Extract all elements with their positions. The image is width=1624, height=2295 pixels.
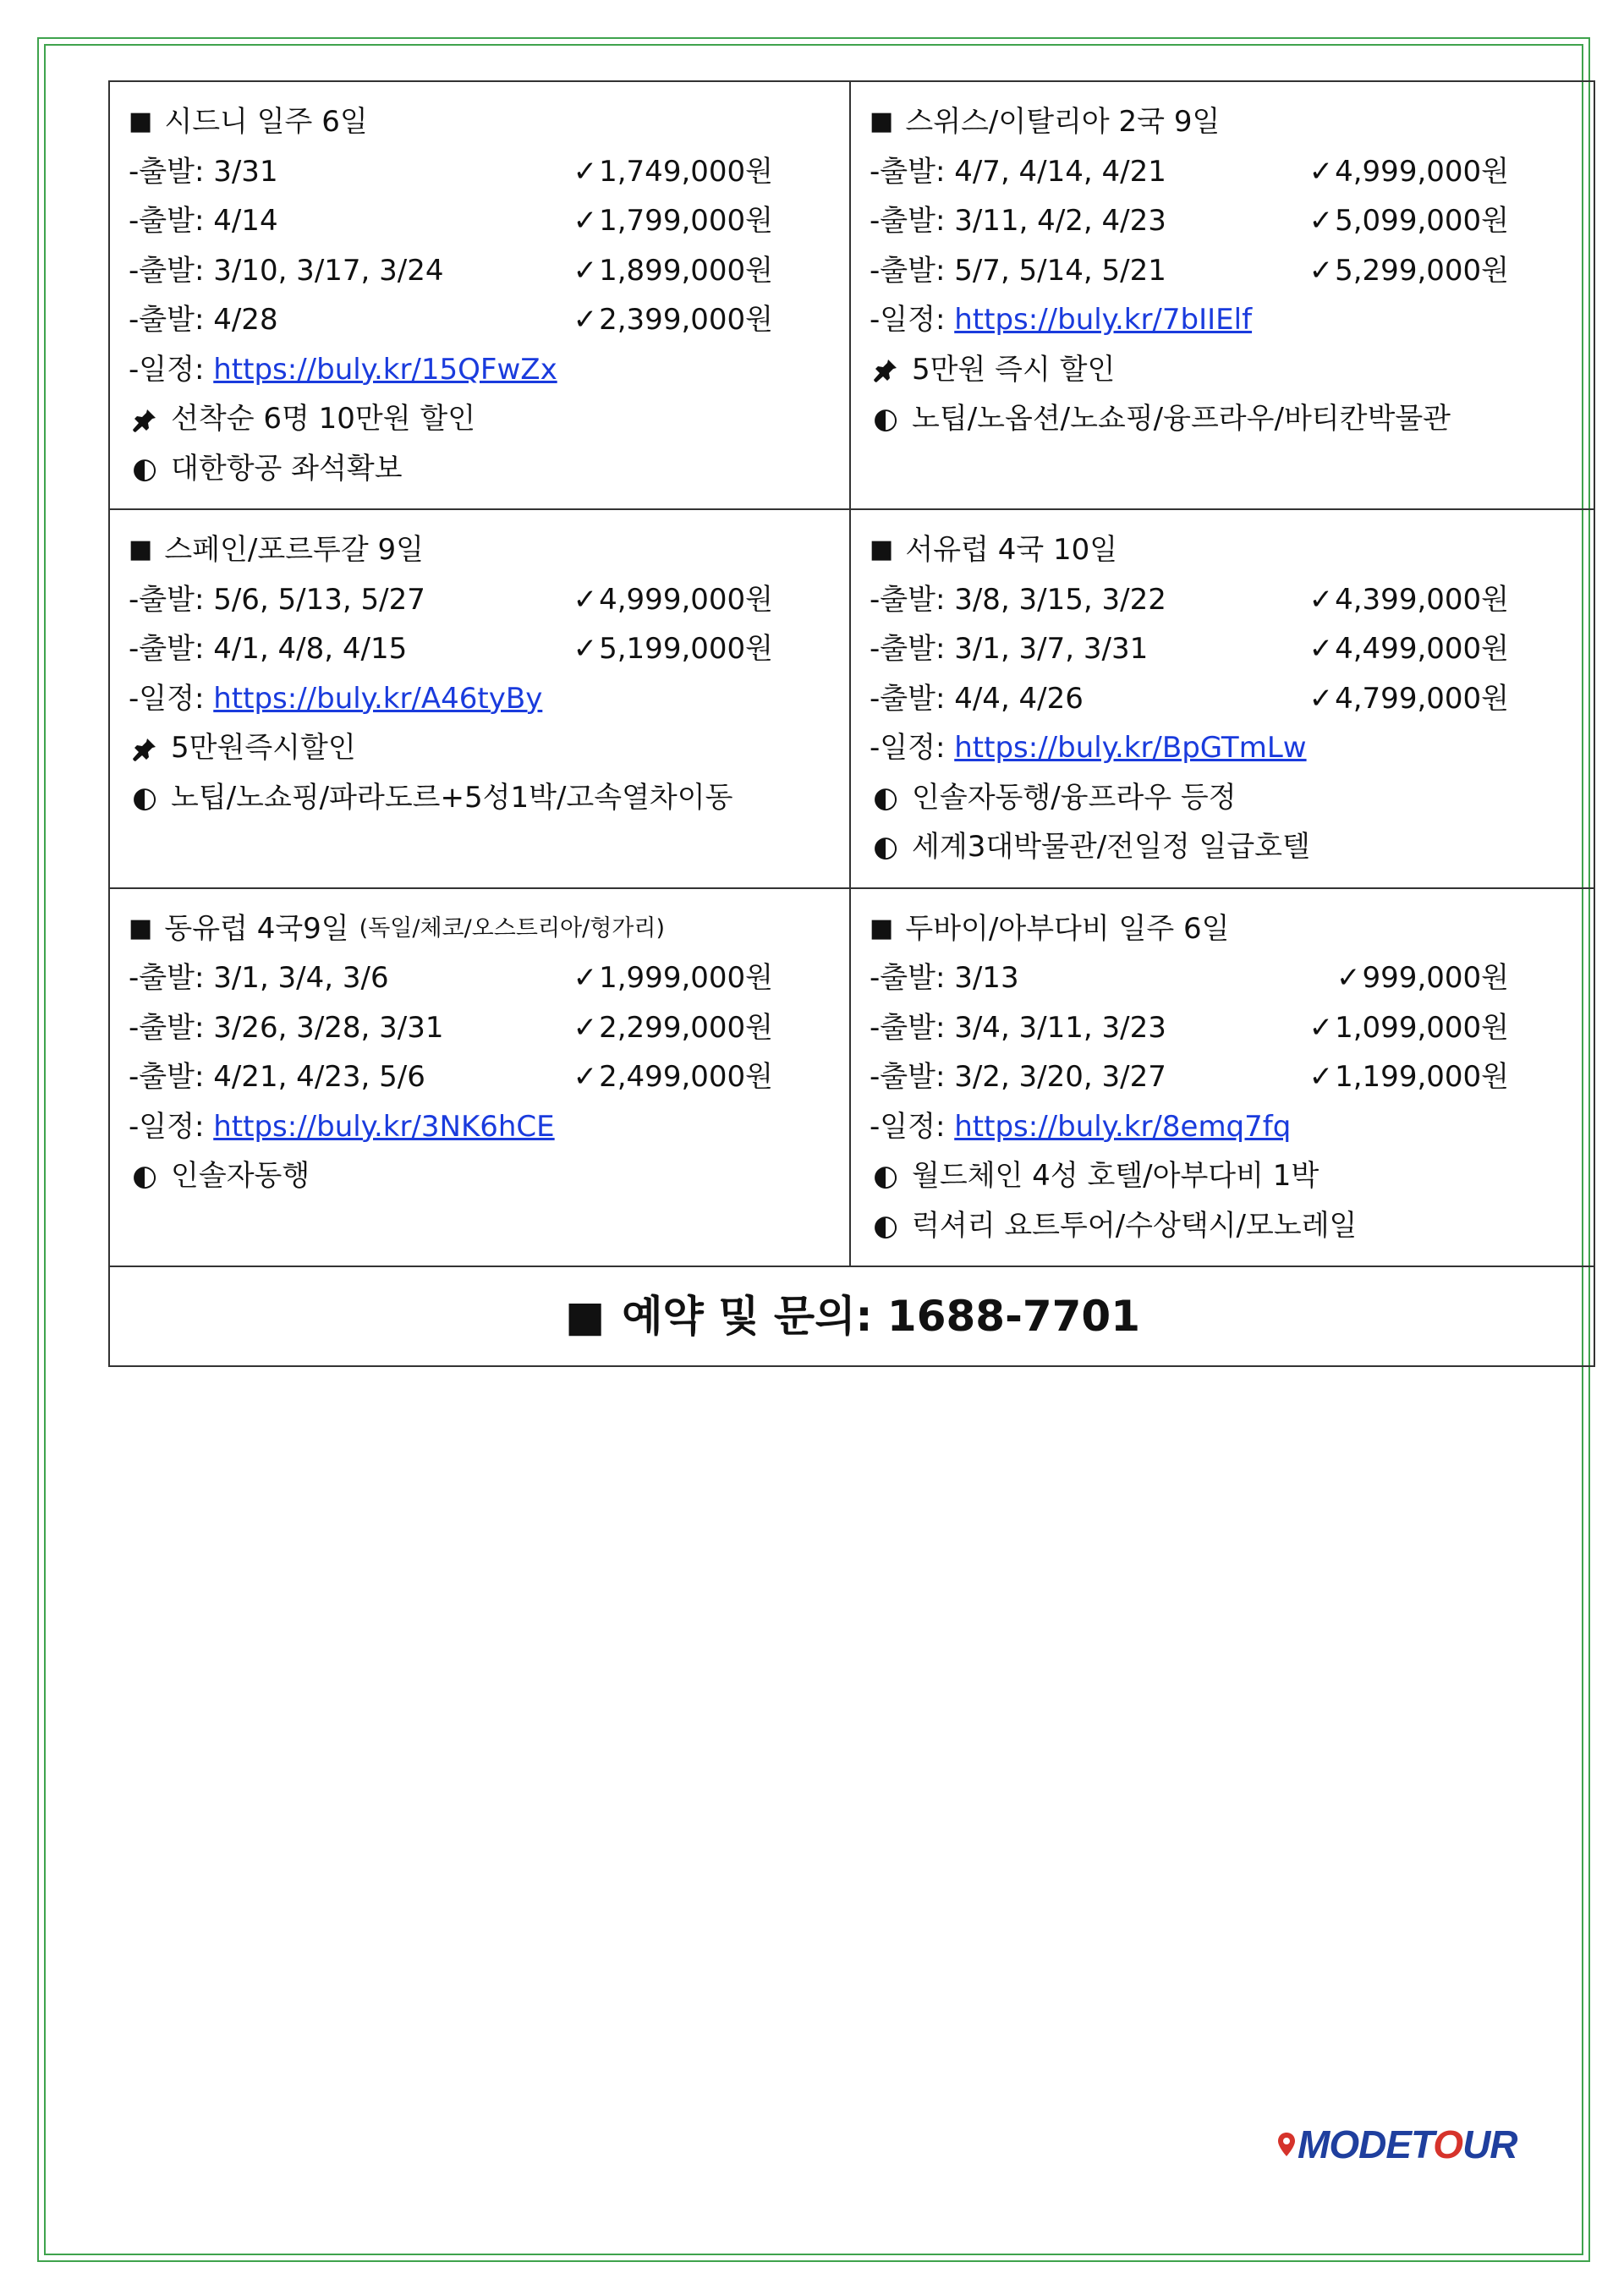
departure-dates: -출발: 4/7, 4/14, 4/21 bbox=[870, 154, 1166, 189]
schedule-label: -일정: bbox=[870, 731, 955, 765]
departure-row bbox=[870, 674, 1577, 724]
discount-note bbox=[129, 723, 832, 773]
check-icon: ✓ bbox=[1336, 961, 1361, 995]
tour-cell bbox=[850, 509, 1594, 888]
departure-row bbox=[870, 196, 1577, 246]
departure-dates: -출발: 3/2, 3/20, 3/27 bbox=[870, 1060, 1166, 1094]
departure-dates: -출발: 5/6, 5/13, 5/27 bbox=[129, 582, 425, 617]
price-value: 5,299,000원 bbox=[1335, 253, 1509, 288]
departure-dates: -출발: 3/11, 4/2, 4/23 bbox=[870, 204, 1166, 238]
check-icon: ✓ bbox=[1309, 1010, 1334, 1045]
table-row bbox=[109, 509, 1594, 888]
price-value: 1,749,000원 bbox=[599, 154, 773, 189]
feature-note bbox=[870, 822, 1577, 872]
departure-row bbox=[129, 147, 832, 197]
tour-cell bbox=[109, 888, 850, 1267]
feature-note bbox=[870, 394, 1577, 444]
table-row bbox=[109, 888, 1594, 1267]
price bbox=[573, 624, 773, 674]
departure-dates: -출발: 4/4, 4/26 bbox=[870, 681, 1084, 716]
check-icon: ✓ bbox=[1309, 253, 1334, 288]
half-circle-icon: ◐ bbox=[873, 830, 898, 864]
check-icon: ✓ bbox=[1309, 204, 1334, 238]
price-value: 1,899,000원 bbox=[599, 253, 773, 288]
tour-title bbox=[129, 525, 832, 575]
check-icon: ✓ bbox=[1309, 681, 1334, 716]
check-icon: ✓ bbox=[573, 253, 598, 288]
feature-text: 노팁/노쇼핑/파라도르+5성1박/고속열차이동 bbox=[171, 780, 733, 815]
schedule-label: -일정: bbox=[129, 1109, 214, 1144]
feature-note bbox=[870, 1201, 1577, 1251]
tour-title-text: 시드니 일주 6일 bbox=[164, 105, 368, 139]
departure-row bbox=[129, 953, 832, 1003]
check-icon: ✓ bbox=[1309, 154, 1334, 189]
discount-text: 5만원 즉시 할인 bbox=[912, 352, 1116, 387]
departure-row bbox=[129, 246, 832, 296]
half-circle-icon: ◐ bbox=[873, 1208, 898, 1243]
location-pin-icon bbox=[1277, 2132, 1296, 2157]
price bbox=[1309, 575, 1509, 625]
tour-price-table bbox=[108, 80, 1595, 1367]
tour-title-text: 두바이/아부다비 일주 6일 bbox=[905, 911, 1230, 946]
departure-dates: -출발: 4/21, 4/23, 5/6 bbox=[129, 1060, 425, 1094]
departure-row bbox=[870, 953, 1577, 1003]
check-icon: ✓ bbox=[573, 961, 598, 995]
square-bullet-icon: ■ bbox=[870, 107, 894, 136]
tour-cell bbox=[109, 81, 850, 509]
schedule-link[interactable]: https://buly.kr/3NK6hCE bbox=[213, 1109, 555, 1144]
tour-title bbox=[870, 904, 1577, 954]
schedule-label: -일정: bbox=[870, 1109, 955, 1144]
price-value: 4,999,000원 bbox=[1335, 154, 1509, 189]
price bbox=[1309, 1003, 1509, 1053]
square-bullet-icon: ■ bbox=[129, 535, 153, 564]
check-icon: ✓ bbox=[573, 154, 598, 189]
tour-title-countries: (독일/체코/오스트리아/헝가리) bbox=[359, 914, 665, 942]
price bbox=[573, 246, 773, 296]
check-icon: ✓ bbox=[573, 1060, 598, 1094]
check-icon: ✓ bbox=[573, 582, 598, 617]
price-value: 5,099,000원 bbox=[1335, 204, 1509, 238]
tour-cell bbox=[109, 509, 850, 888]
contact-line bbox=[565, 1292, 1140, 1341]
schedule-row bbox=[129, 674, 832, 724]
schedule-link[interactable]: https://buly.kr/A46tyBy bbox=[213, 681, 543, 716]
departure-row bbox=[129, 575, 832, 625]
departure-row bbox=[870, 147, 1577, 197]
modetour-logo bbox=[1277, 2115, 1531, 2174]
pushpin-icon bbox=[129, 723, 161, 773]
departure-row bbox=[870, 1052, 1577, 1102]
schedule-row bbox=[129, 345, 832, 395]
departure-row bbox=[129, 196, 832, 246]
price bbox=[573, 953, 773, 1003]
price bbox=[573, 575, 773, 625]
feature-text: 월드체인 4성 호텔/아부다비 1박 bbox=[912, 1159, 1320, 1193]
price-value: 2,499,000원 bbox=[599, 1060, 773, 1094]
departure-dates: -출발: 3/13 bbox=[870, 961, 1019, 995]
half-circle-icon: ◐ bbox=[132, 1159, 157, 1193]
tour-title-text: 스페인/포르투갈 9일 bbox=[164, 533, 425, 567]
check-icon: ✓ bbox=[573, 1010, 598, 1045]
check-icon: ✓ bbox=[573, 303, 598, 337]
half-circle-icon: ◐ bbox=[873, 780, 898, 815]
tour-title-text: 동유럽 4국9일 bbox=[164, 911, 349, 946]
tour-title-text: 서유럽 4국 10일 bbox=[905, 533, 1118, 567]
departure-dates: -출발: 3/1, 3/4, 3/6 bbox=[129, 961, 389, 995]
departure-dates: -출발: 3/4, 3/11, 3/23 bbox=[870, 1010, 1166, 1045]
square-bullet-icon: ■ bbox=[870, 913, 894, 943]
price-value: 4,499,000원 bbox=[1335, 632, 1509, 666]
table-row bbox=[109, 81, 1594, 509]
schedule-row bbox=[870, 723, 1577, 773]
discount-note bbox=[870, 345, 1577, 395]
tour-title-text: 스위스/이탈리아 2국 9일 bbox=[905, 105, 1221, 139]
square-bullet-icon: ■ bbox=[564, 1292, 606, 1341]
square-bullet-icon: ■ bbox=[870, 535, 894, 564]
departure-dates: -출발: 5/7, 5/14, 5/21 bbox=[870, 253, 1166, 288]
schedule-row bbox=[129, 1102, 832, 1152]
departure-row bbox=[129, 1052, 832, 1102]
price bbox=[573, 1052, 773, 1102]
discount-text: 선착순 6명 10만원 할인 bbox=[171, 402, 476, 436]
schedule-row bbox=[870, 295, 1577, 345]
price bbox=[1309, 1052, 1509, 1102]
tour-title bbox=[129, 904, 832, 954]
departure-row bbox=[129, 624, 832, 674]
price bbox=[1309, 196, 1509, 246]
price bbox=[1309, 674, 1509, 724]
departure-dates: -출발: 4/28 bbox=[129, 303, 278, 337]
price bbox=[1309, 624, 1509, 674]
check-icon: ✓ bbox=[1309, 632, 1334, 666]
departure-dates: -출발: 3/31 bbox=[129, 154, 278, 189]
departure-row bbox=[870, 624, 1577, 674]
departure-row bbox=[870, 246, 1577, 296]
departure-dates: -출발: 3/1, 3/7, 3/31 bbox=[870, 632, 1149, 666]
schedule-label: -일정: bbox=[129, 352, 214, 387]
feature-text: 대한항공 좌석확보 bbox=[171, 451, 403, 486]
feature-note bbox=[129, 773, 832, 823]
feature-text: 인솔자동행 bbox=[171, 1159, 310, 1193]
schedule-row bbox=[870, 1102, 1577, 1152]
tour-title bbox=[129, 97, 832, 147]
schedule-link[interactable]: https://buly.kr/7bIIElf bbox=[954, 303, 1253, 337]
contact-text: 예약 및 문의: 1688-7701 bbox=[622, 1292, 1141, 1341]
check-icon: ✓ bbox=[1309, 582, 1334, 617]
check-icon: ✓ bbox=[573, 632, 598, 666]
departure-dates: -출발: 4/1, 4/8, 4/15 bbox=[129, 632, 408, 666]
feature-text: 세계3대박물관/전일정 일급호텔 bbox=[912, 830, 1310, 864]
price bbox=[1309, 147, 1509, 197]
price-value: 2,299,000원 bbox=[599, 1010, 773, 1045]
tour-title bbox=[870, 525, 1577, 575]
square-bullet-icon: ■ bbox=[129, 107, 153, 136]
feature-text: 노팁/노옵션/노쇼핑/융프라우/바티칸박물관 bbox=[912, 402, 1451, 436]
table-row bbox=[109, 1266, 1594, 1366]
price-value: 1,199,000원 bbox=[1335, 1060, 1509, 1094]
price-value: 999,000원 bbox=[1362, 961, 1509, 995]
square-bullet-icon: ■ bbox=[129, 913, 153, 943]
schedule-label: -일정: bbox=[870, 303, 955, 337]
price bbox=[573, 196, 773, 246]
schedule-label: -일정: bbox=[129, 681, 214, 716]
feature-note bbox=[129, 1151, 832, 1201]
feature-note bbox=[870, 1151, 1577, 1201]
feature-note bbox=[870, 773, 1577, 823]
tour-title bbox=[870, 97, 1577, 147]
price-value: 5,199,000원 bbox=[599, 632, 773, 666]
price-value: 4,399,000원 bbox=[1335, 582, 1509, 617]
logo-accent-letter: O bbox=[1433, 2122, 1463, 2166]
price-value: 4,799,000원 bbox=[1335, 681, 1509, 716]
pushpin-icon bbox=[129, 394, 161, 444]
departure-dates: -출발: 4/14 bbox=[129, 204, 278, 238]
price-value: 4,999,000원 bbox=[599, 582, 773, 617]
feature-note bbox=[129, 444, 832, 494]
contact-cell bbox=[109, 1266, 1594, 1366]
departure-row bbox=[129, 295, 832, 345]
price-value: 1,799,000원 bbox=[599, 204, 773, 238]
check-icon: ✓ bbox=[1309, 1060, 1334, 1094]
discount-text: 5만원즉시할인 bbox=[171, 731, 356, 765]
check-icon: ✓ bbox=[573, 204, 598, 238]
price bbox=[1309, 246, 1509, 296]
price-value: 1,999,000원 bbox=[599, 961, 773, 995]
half-circle-icon: ◐ bbox=[132, 780, 157, 815]
price bbox=[573, 147, 773, 197]
price-value: 2,399,000원 bbox=[599, 303, 773, 337]
half-circle-icon: ◐ bbox=[873, 402, 898, 436]
departure-dates: -출발: 3/10, 3/17, 3/24 bbox=[129, 253, 444, 288]
price-value: 1,099,000원 bbox=[1335, 1010, 1509, 1045]
departure-row bbox=[870, 575, 1577, 625]
tour-cell bbox=[850, 888, 1594, 1267]
schedule-link[interactable]: https://buly.kr/15QFwZx bbox=[213, 352, 557, 387]
schedule-link[interactable]: https://buly.kr/BpGTmLw bbox=[954, 731, 1307, 765]
half-circle-icon: ◐ bbox=[873, 1159, 898, 1193]
logo-wordmark: MODETOUR bbox=[1298, 2122, 1517, 2166]
price bbox=[1336, 953, 1509, 1003]
departure-row bbox=[870, 1003, 1577, 1053]
departure-dates: -출발: 3/8, 3/15, 3/22 bbox=[870, 582, 1166, 617]
feature-text: 인솔자동행/융프라우 등정 bbox=[912, 780, 1237, 815]
half-circle-icon: ◐ bbox=[132, 451, 157, 486]
tour-cell bbox=[850, 81, 1594, 509]
price bbox=[573, 295, 773, 345]
price bbox=[573, 1003, 773, 1053]
departure-dates: -출발: 3/26, 3/28, 3/31 bbox=[129, 1010, 444, 1045]
pushpin-icon bbox=[870, 345, 902, 395]
feature-text: 럭셔리 요트투어/수상택시/모노레일 bbox=[912, 1208, 1358, 1243]
schedule-link[interactable]: https://buly.kr/8emq7fq bbox=[954, 1109, 1292, 1144]
departure-row bbox=[129, 1003, 832, 1053]
discount-note bbox=[129, 394, 832, 444]
